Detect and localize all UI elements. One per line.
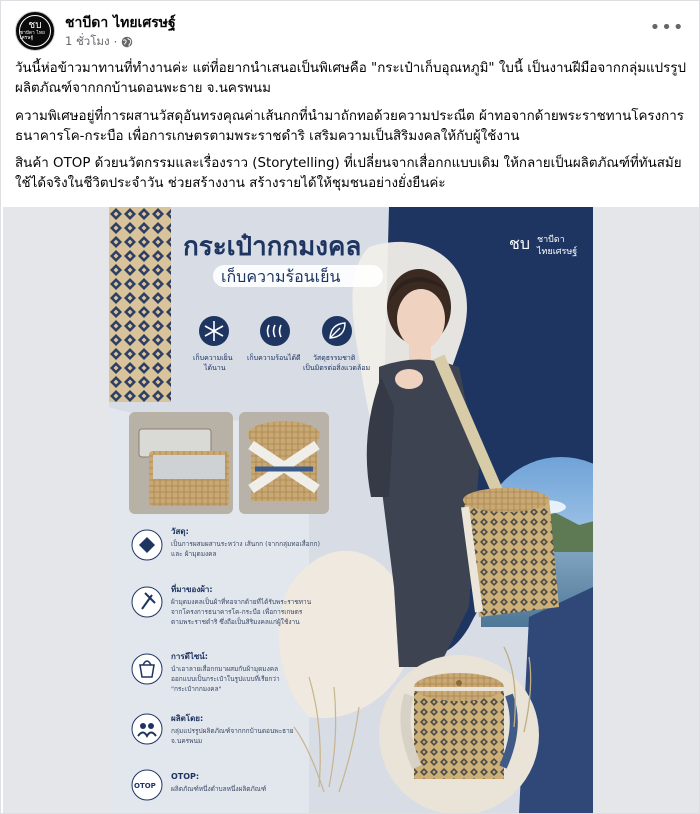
info-fabric-title: ที่มาของผ้า: bbox=[171, 585, 213, 594]
meta-separator: · bbox=[113, 35, 118, 49]
info-producer-line-2: จ.นครพนม bbox=[171, 737, 203, 745]
info-fabric-line-3: ตามพระราชดำริ ซึ่งถือเป็นสิริมงคลแก่ผู้ใช้งาน bbox=[171, 618, 300, 626]
info-material-line-2: และ ผ้ามุดมงคล bbox=[171, 550, 217, 558]
avatar-logo-text: ชาบีดา ไทยเศรษฐ์ bbox=[20, 31, 45, 41]
page-avatar[interactable] bbox=[15, 11, 55, 51]
info-material-line-1: เป็นการผสมผสานระหว่าง เส้นกก (จากกลุ่มทอเสื่อกก) bbox=[171, 540, 320, 548]
info-otop-title: OTOP: bbox=[171, 772, 200, 781]
feature-3-label-2: เป็นมิตรต่อสิ่งแวดล้อม bbox=[303, 364, 371, 372]
feature-3-label-1: วัสดุธรรมชาติ bbox=[313, 354, 356, 362]
post-meta bbox=[65, 33, 133, 51]
info-design-line-3: "กระเป๋ากกมงคล" bbox=[171, 685, 222, 693]
feature-2-label-1: เก็บความร้อนได้ดี bbox=[247, 354, 301, 362]
post-header bbox=[15, 9, 687, 53]
post-timestamp[interactable]: 1 ชั่วโมง bbox=[65, 34, 110, 48]
poster-logo-mark: ชบ bbox=[509, 234, 531, 253]
info-producer-title: ผลิตโดย: bbox=[171, 714, 204, 723]
globe-icon[interactable] bbox=[121, 36, 133, 48]
wrapped-bag-photo bbox=[239, 412, 329, 514]
page-name-link[interactable]: ชาบีดา ไทยเศรษฐ์ bbox=[65, 15, 176, 31]
post-photo-area[interactable] bbox=[3, 207, 699, 813]
community-group-icon bbox=[140, 723, 146, 729]
avatar-logo-mark: ชบ bbox=[28, 20, 42, 31]
avatar-logo bbox=[19, 15, 51, 47]
heat-icon bbox=[260, 316, 290, 346]
feature-1-label-1: เก็บความเย็น bbox=[193, 354, 233, 362]
otop-badge-icon: OTOP bbox=[134, 782, 156, 790]
info-otop-line-1: ผลิตภัณฑ์หนึ่งตำบลหนึ่งผลิตภัณฑ์ bbox=[171, 785, 267, 793]
more-options-button[interactable]: ••• bbox=[649, 16, 685, 38]
poster-subtitle: เก็บความร้อนเย็น bbox=[221, 267, 341, 286]
shoulder-bag bbox=[463, 488, 559, 617]
poster-canvas bbox=[109, 207, 593, 813]
info-design-line-2: ออกแบบเป็นกระเป๋าในรูปแบบที่เรียกว่า bbox=[171, 675, 280, 683]
post-paragraph-3: สินค้า OTOP ด้วยนวัตกรรมและเรื่องราว (Storytelling) ที่เปลี่ยนจากเสื่อกกแบบเดิม ให้กลายเป็นผลิตภัณฑ์ที่ทันสมัย ใช้ได้จริงในชีวิตประจำวัน ช่วยสร้างงาน สร้างรายได้ให้ชุมชนอย่างยั่งยืนค่ะ bbox=[15, 156, 682, 191]
info-fabric-line-1: ผ้ามุดมงคลเป็นผ้าที่ทอจากด้ายที่ได้รับพระราชทาน bbox=[171, 598, 312, 606]
info-design-line-1: นำเอาลายเสื่อกกมาผสมกับผ้ามุดมงคล bbox=[171, 665, 279, 673]
product-poster-image[interactable] bbox=[109, 207, 593, 813]
poster-title: กระเป๋ากกมงคล bbox=[183, 232, 362, 262]
info-producer-line-1: กลุ่มแปรรูปผลิตภัณฑ์จากกกบ้านดอนพะธาย bbox=[171, 727, 294, 735]
woven-pattern-strip bbox=[109, 207, 171, 402]
post-paragraph-1: วันนี้ห่อข้าวมาทานที่ทำงานค่ะ แต่ที่อยากนำเสนอเป็นพิเศษคือ "กระเป๋าเก็บอุณหภูมิ" ใบนี้ เป็นงานฝีมือจากกลุ่มแปรรูปผลิตภัณฑ์จากกกบ้านดอนพะธาย จ.นครพนม bbox=[15, 61, 687, 96]
feature-1-label-2: ได้นาน bbox=[204, 364, 226, 372]
poster-logo-line1: ชาบีดา bbox=[537, 235, 565, 245]
info-material-title: วัสดุ: bbox=[171, 527, 189, 536]
open-bag-photo bbox=[129, 412, 233, 514]
post-paragraph-2: ความพิเศษอยู่ที่การผสานวัสดุอันทรงคุณค่าเส้นกกที่นำมาถักทอด้วยความประณีต ผ้าทอจากด้ายพระราชทานโครงการธนาคารโค-กระบือ เพื่อการเกษตรตามพระราชดำริ เสริมความเป็นสิริมงคลให้กับผู้ใช้งาน bbox=[15, 109, 684, 144]
poster-logo-line2: ไทยเศรษฐ์ bbox=[537, 247, 578, 257]
info-design-title: การดีไซน์: bbox=[171, 652, 208, 661]
info-fabric-line-2: จากโครงการธนาคารโค-กระบือ เพื่อการเกษตร bbox=[171, 608, 303, 616]
